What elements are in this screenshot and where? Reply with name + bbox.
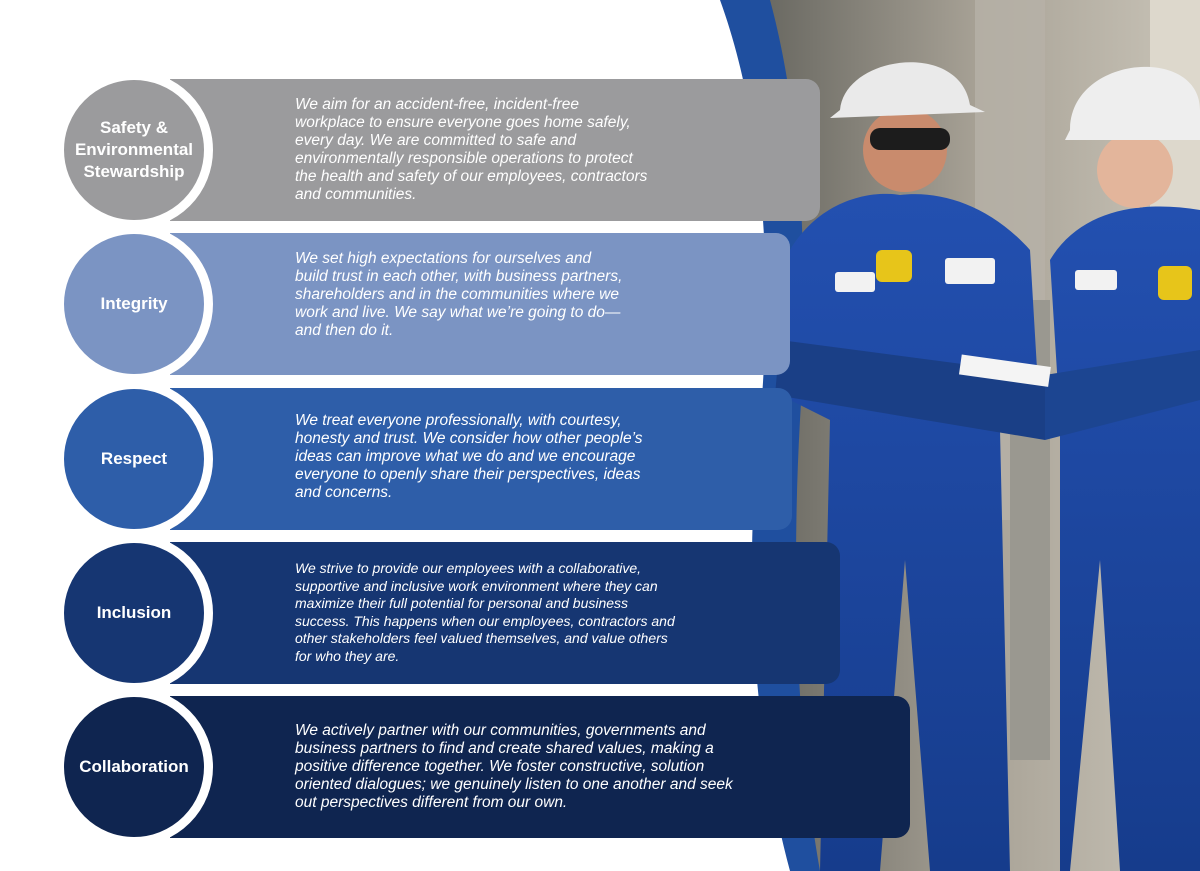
collaboration-label: Collaboration: [79, 757, 189, 776]
respect-circle: [55, 380, 213, 538]
collaboration-circle: [55, 688, 213, 846]
respect-label: Respect: [100, 449, 168, 468]
respect-description: We treat everyone professionally, with courtesy, honesty and trust. We consider how other people’s ideas can improve what we do and we encourage everyone to openly share their perspectives, ideas and concerns.: [295, 412, 643, 501]
collaboration-description: We actively partner with our communities, governments and business partners to find and create shared values, making a positive difference together. We foster constructive, solution oriented dialogues; we genuinely listen to one another and seek out perspectives different from our own.: [295, 722, 733, 811]
inclusion-label: Inclusion: [96, 603, 172, 622]
inclusion-description: We strive to provide our employees with a collaborative, supportive and inclusive work environment where they can maximize their full potential for personal and business success. This happens when our employees, contractors and other stakeholders feel valued themselves, and value others for who they are.: [295, 560, 675, 664]
integrity-label: Integrity: [100, 294, 168, 313]
safety-label: Safety & Environmental Stewardship: [74, 118, 194, 181]
safety-description: We aim for an accident-free, incident-free workplace to ensure everyone goes home safely, every day. We are committed to safe and environmentally responsible operations to protect the health and safety of our employees, contractors and communities.: [295, 96, 648, 203]
safety-circle: [55, 71, 213, 229]
inclusion-circle: [55, 534, 213, 692]
integrity-circle: [55, 225, 213, 383]
integrity-description: We set high expectations for ourselves and build trust in each other, with business partners, shareholders and in the communities where we work and live. We say what we’re going to do— and then do it.: [295, 250, 623, 339]
